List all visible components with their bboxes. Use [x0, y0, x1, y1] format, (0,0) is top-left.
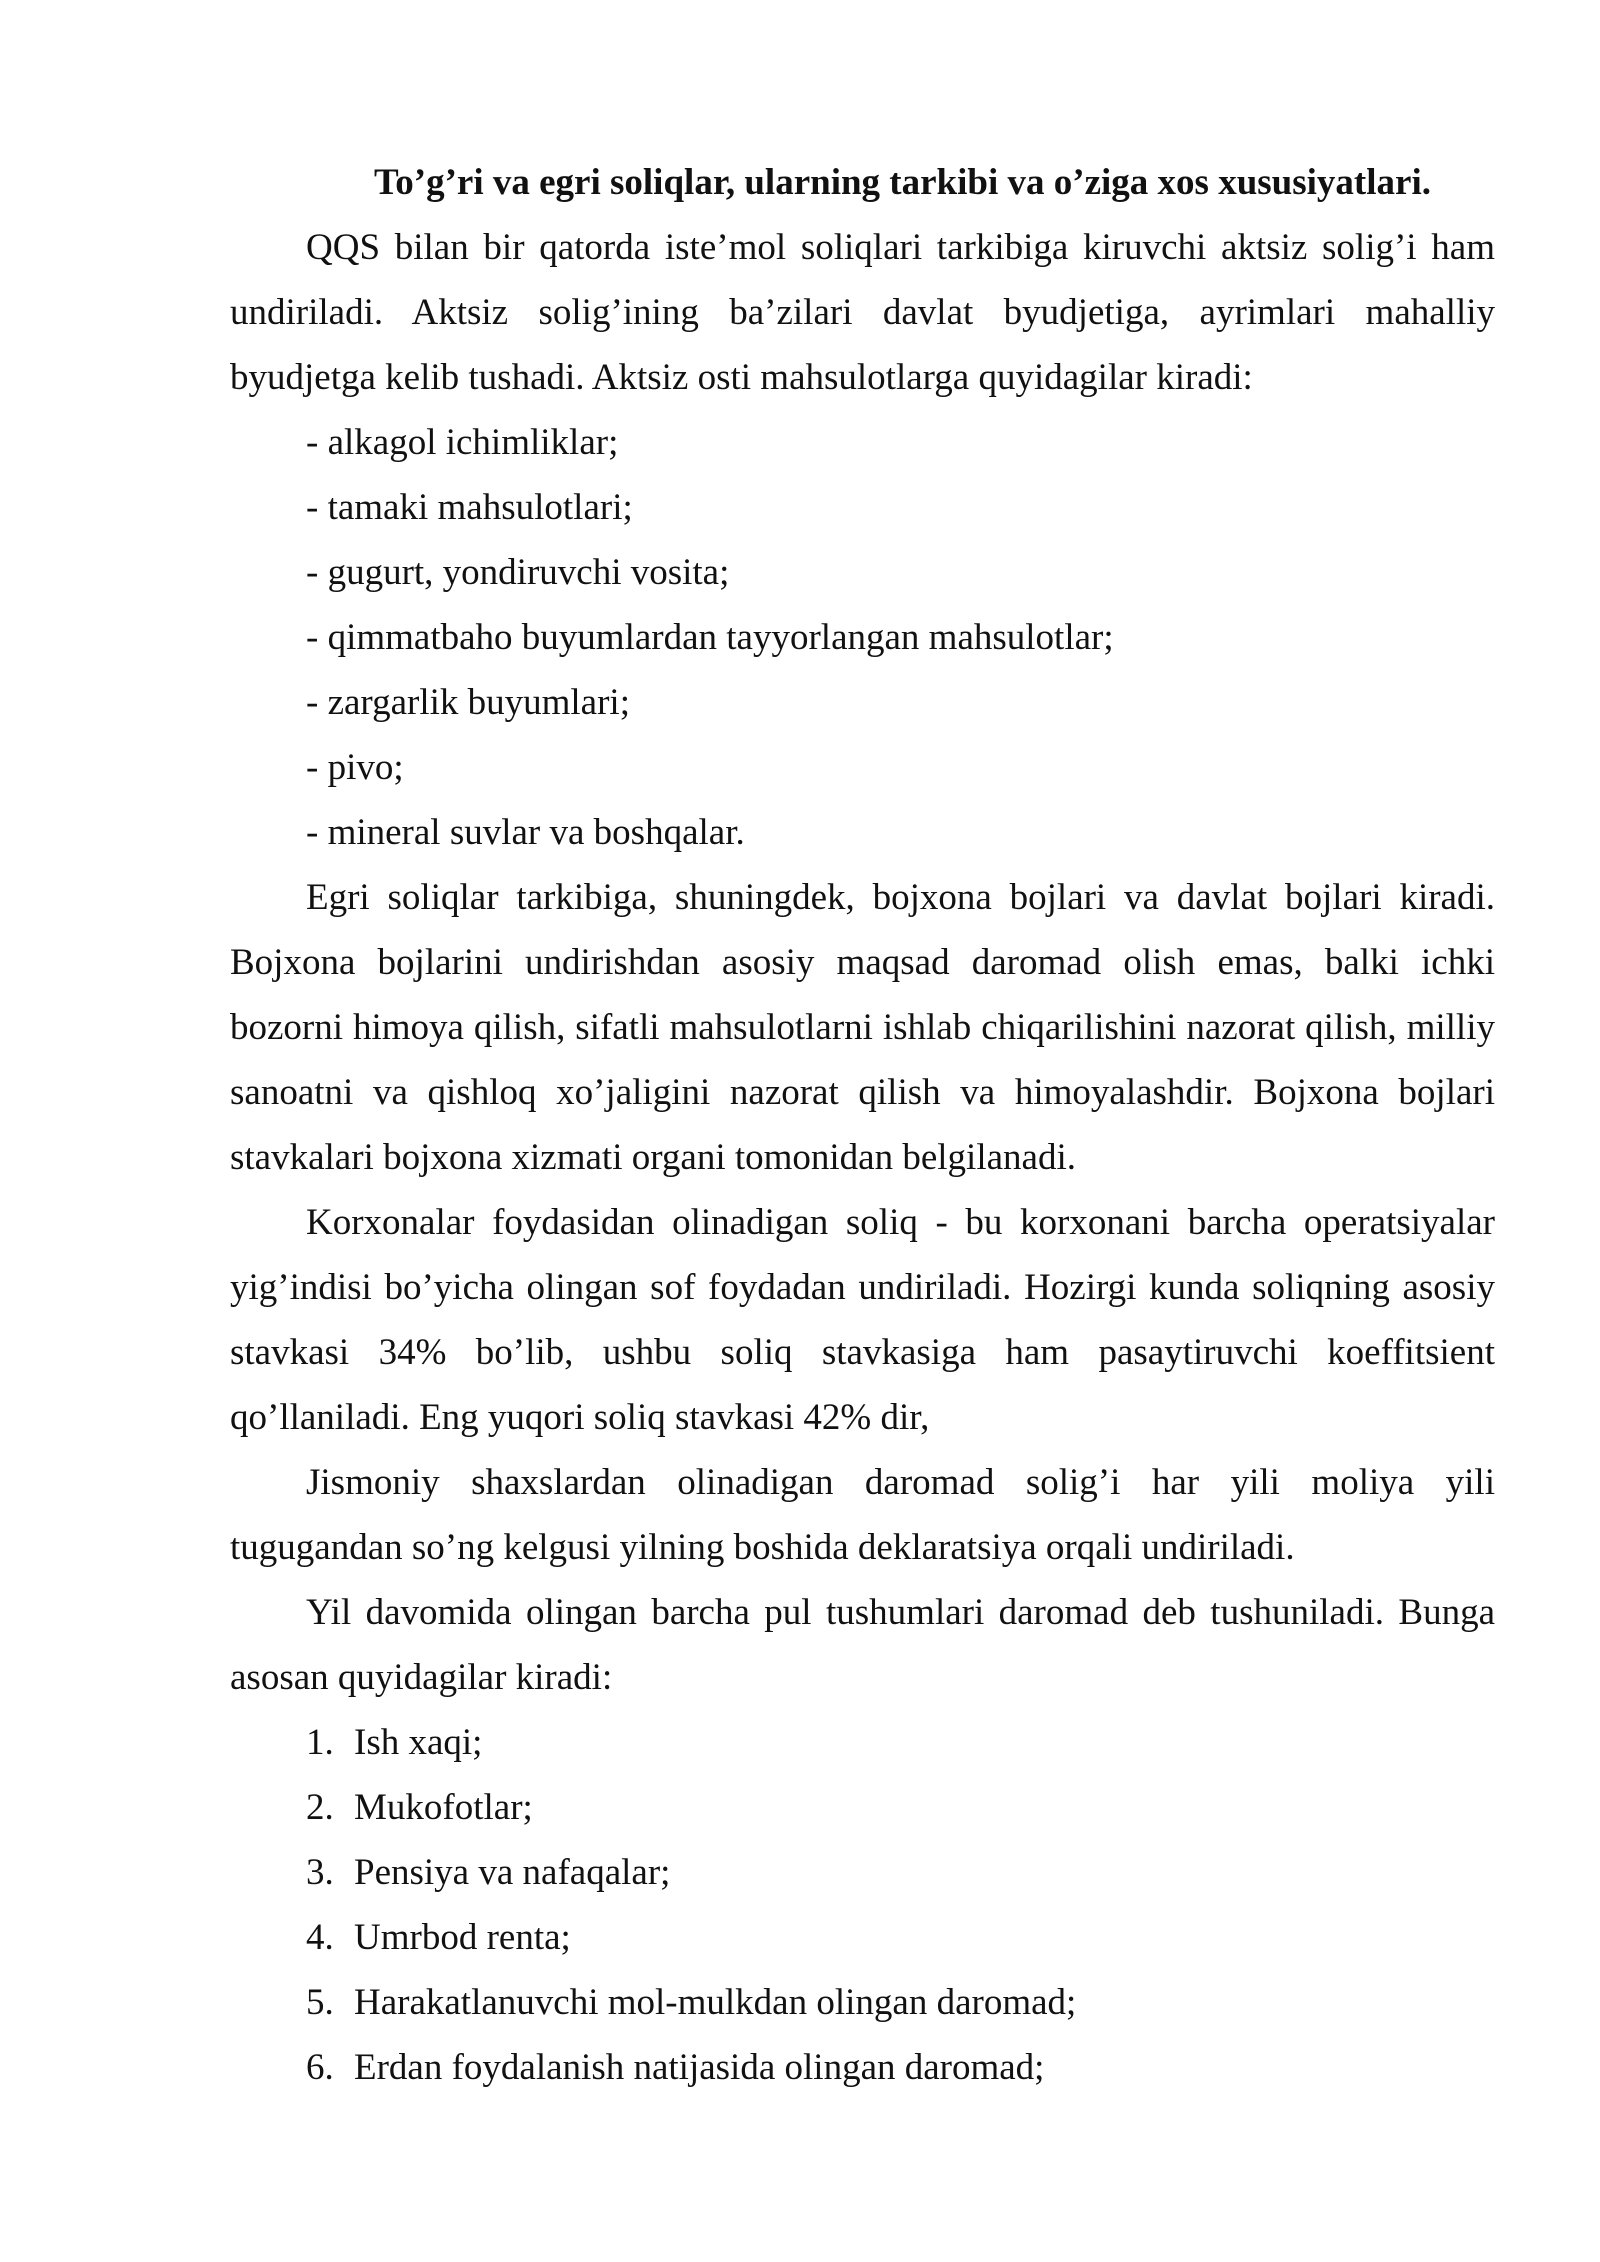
list-item [230, 2035, 1495, 2100]
list-text: Ish xaqi; [354, 1722, 483, 1763]
list-item: - tamaki mahsulotlari; [306, 487, 633, 528]
page-title: To’g’ri va egri soliqlar, ularning tarkibi va o’ziga xos xususiyatlari. [374, 162, 1431, 203]
list-item: - gugurt, yondiruvchi vosita; [306, 552, 730, 593]
list-text: Pensiya va nafaqalar; [354, 1852, 671, 1893]
list-item: - mineral suvlar va boshqalar. [306, 812, 745, 853]
list-number: 4. [306, 1917, 334, 1958]
paragraph-profit-tax: Korxonalar foydasidan olinadigan soliq - bu korxonani barcha operatsiyalar yig’indisi bo’yicha olingan sof foydadan undiriladi. Hozirgi kunda soliqning asosiy stavkasi 34% bo’lib, ushbu soliq stavkasiga ham pasaytiruvchi koeffitsient qo’llaniladi. Eng yuqori soliq stavkasi 42% dir, [230, 1202, 1495, 1438]
document-page [230, 150, 1495, 2100]
list-item: - alkagol ichimliklar; [306, 422, 619, 463]
list-text: Harakatlanuvchi mol-mulkdan olingan daromad; [354, 1982, 1077, 2023]
list-item [230, 1905, 1495, 1970]
paragraph-income-tax: Jismoniy shaxslardan olinadigan daromad solig’i har yili moliya yili tugugandan so’ng kelgusi yilning boshida deklaratsiya orqali undiriladi. [230, 1462, 1495, 1568]
income-sources-list [230, 1710, 1495, 2100]
list-item [230, 1970, 1495, 2035]
list-number: 5. [306, 1982, 334, 2023]
list-number: 3. [306, 1852, 334, 1893]
list-item [230, 1710, 1495, 1775]
list-number: 1. [306, 1722, 334, 1763]
list-text: Umrbod renta; [354, 1917, 571, 1958]
list-item: - pivo; [306, 747, 404, 788]
list-number: 2. [306, 1787, 334, 1828]
paragraph-intro: QQS bilan bir qatorda iste’mol soliqlari tarkibiga kiruvchi aktsiz solig’i ham undiriladi. Aktsiz solig’ining ba’zilari davlat byudjetiga, ayrimlari mahalliy byudjetga kelib tushadi. Aktsiz osti mahsulotlarga quyidagilar kiradi: [230, 227, 1495, 398]
list-number: 6. [306, 2047, 334, 2088]
list-item: - zargarlik buyumlari; [306, 682, 630, 723]
list-item: - qimmatbaho buyumlardan tayyorlangan mahsulotlar; [306, 617, 1114, 658]
paragraph-customs: Egri soliqlar tarkibiga, shuningdek, bojxona bojlari va davlat bojlari kiradi. Bojxona bojlarini undirishdan asosiy maqsad daromad olish emas, balki ichki bozorni himoya qilish, sifatli mahsulotlarni ishlab chiqarilishini nazorat qilish, milliy sanoatni va qishloq xo’jaligini nazorat qilish va himoyalashdir. Bojxona bojlari stavkalari bojxona xizmati organi tomonidan belgilanadi. [230, 877, 1495, 1178]
list-item [230, 1775, 1495, 1840]
paragraph-receipts: Yil davomida olingan barcha pul tushumlari daromad deb tushuniladi. Bunga asosan quyidagilar kiradi: [230, 1592, 1495, 1698]
list-text: Erdan foydalanish natijasida olingan daromad; [354, 2047, 1045, 2088]
list-item [230, 1840, 1495, 1905]
excise-goods-list [230, 410, 1495, 865]
list-text: Mukofotlar; [354, 1787, 533, 1828]
